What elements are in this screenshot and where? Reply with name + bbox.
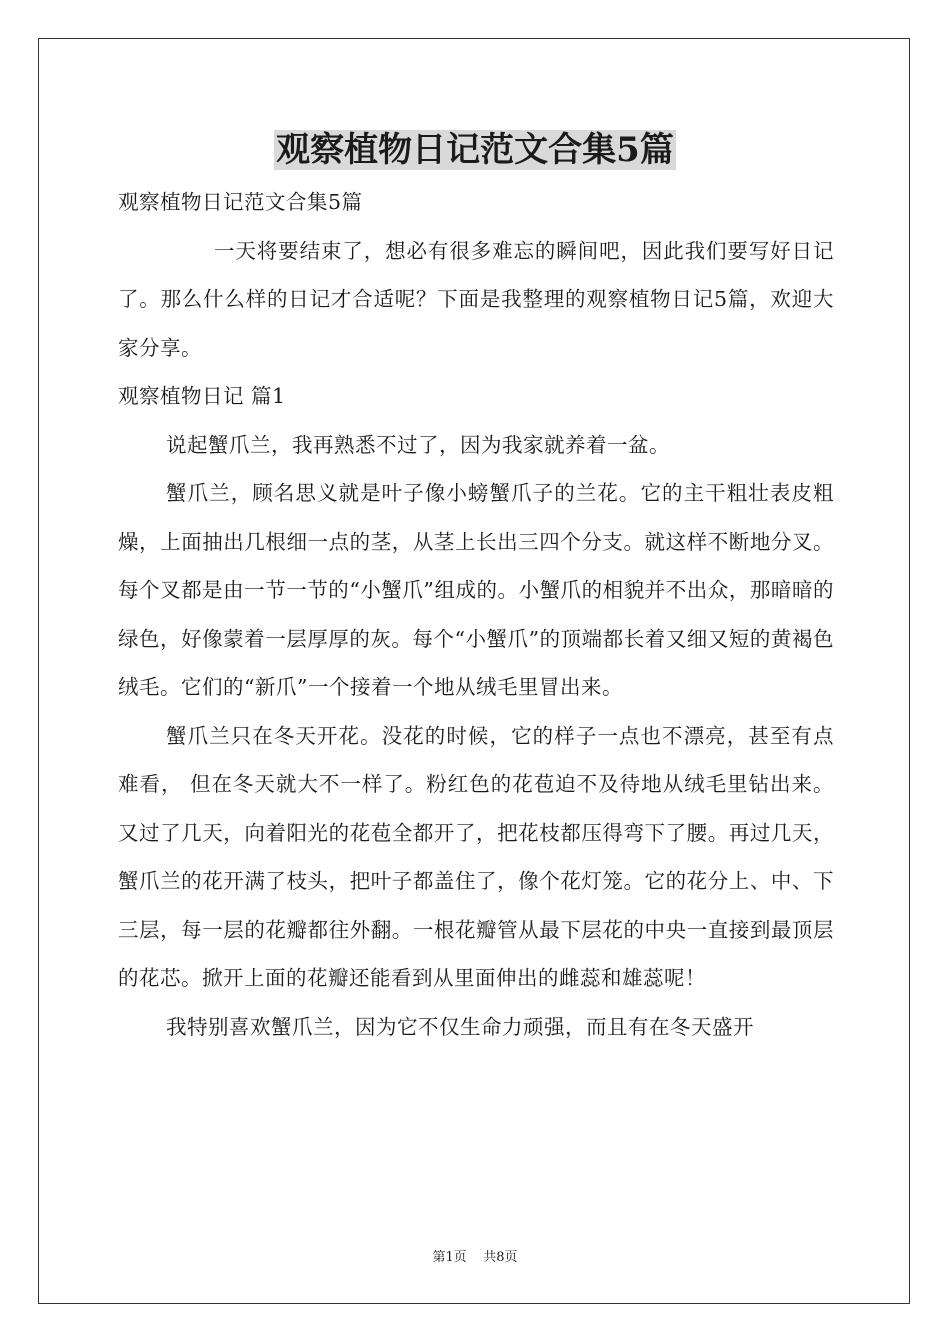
body-paragraph: 说起蟹爪兰，我再熟悉不过了，因为我家就养着一盆。	[166, 432, 670, 457]
body-paragraph: 蟹爪兰只在冬天开花。没花的时候，它的样子一点也不漂亮，甚至有点难看， 但在冬天就大不一样了。粉红色的花苞迫不及待地从绒毛里钻出来。又过了几天，向着阳光的花苞全都开了，把花枝都压得弯下了腰。再过几天，蟹爪兰的花开满了枝头，把叶子都盖住了，像个花灯笼。它的花分上、中、下三层，每一层的花瓣都往外翻。一根花瓣管从最下层花的中央一直接到最顶层的花芯。掀开上面的花瓣还能看到从里面伸出的雌蕊和雄蕊呢！	[118, 723, 834, 990]
document-body	[118, 178, 834, 1051]
body-paragraph: 我特别喜欢蟹爪兰，因为它不仅生命力顽强，而且有在冬天盛开	[166, 1014, 754, 1039]
document-title	[0, 128, 950, 172]
intro-paragraph: 一天将要结束了，想必有很多难忘的瞬间吧，因此我们要写好日记了。那么什么样的日记才合适呢？下面是我整理的观察植物日记5篇，欢迎大家分享。	[118, 238, 834, 360]
page-footer: 第1页 共8页	[432, 1250, 518, 1265]
section-heading: 观察植物日记 篇1	[118, 384, 286, 408]
body-paragraph: 蟹爪兰，顾名思义就是叶子像小螃蟹爪子的兰花。它的主干粗壮表皮粗燥，上面抽出几根细一点的茎，从茎上长出三四个分支。就这样不断地分叉。每个叉都是由一节一节的“小蟹爪”组成的。小蟹爪的相貌并不出众，那暗暗的绿色，好像蒙着一层厚厚的灰。每个“小蟹爪”的顶端都长着又细又短的黄褐色绒毛。它们的“新爪”一个接着一个地从绒毛里冒出来。	[118, 481, 834, 699]
document-subtitle: 观察植物日记范文合集5篇	[118, 190, 363, 214]
document-title-text: 观察植物日记范文合集5篇	[276, 130, 674, 170]
